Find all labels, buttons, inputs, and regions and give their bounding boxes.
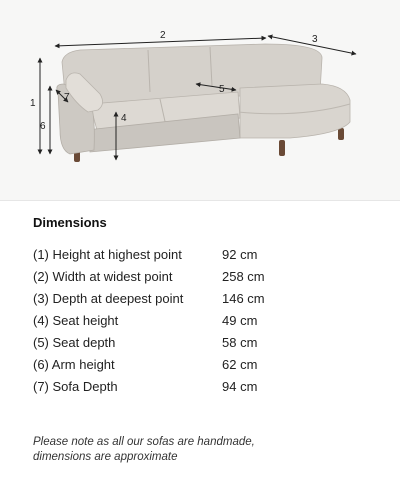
dimensions-list	[33, 243, 373, 397]
dimension-label: (2) Width at widest point	[33, 268, 173, 284]
sofa-illustration	[0, 0, 400, 200]
dimension-row	[33, 309, 373, 331]
dimension-value: 258 cm	[222, 268, 265, 284]
section-divider	[0, 200, 400, 201]
callout-3: 3	[312, 34, 318, 45]
dimension-row	[33, 265, 373, 287]
callout-7: 7	[64, 92, 70, 103]
note-line-1: Please note as all our sofas are handmade,	[33, 436, 255, 448]
callout-6: 6	[40, 121, 46, 132]
dimension-label: (6) Arm height	[33, 356, 115, 372]
sofa-leg	[338, 128, 344, 140]
dimension-label: (1) Height at highest point	[33, 246, 182, 262]
dimension-value: 146 cm	[222, 290, 265, 306]
dimension-value: 92 cm	[222, 246, 258, 262]
dimension-value: 94 cm	[222, 378, 258, 394]
dimension-label: (7) Sofa Depth	[33, 378, 118, 394]
dimension-row	[33, 375, 373, 397]
sofa-leg	[279, 140, 285, 156]
dimension-value: 62 cm	[222, 356, 258, 372]
dimension-row	[33, 243, 373, 265]
dimension-value: 49 cm	[222, 312, 258, 328]
callout-2: 2	[160, 30, 166, 41]
dimension-row	[33, 331, 373, 353]
dimension-label: (4) Seat height	[33, 312, 119, 328]
dimension-label: (5) Seat depth	[33, 334, 116, 350]
dimension-row	[33, 353, 373, 375]
dimensions-heading: Dimensions	[33, 215, 107, 230]
dimension-value: 58 cm	[222, 334, 258, 350]
note-line-2: dimensions are approximate	[33, 451, 178, 463]
callout-4: 4	[121, 113, 127, 124]
sofa-dimension-diagram	[0, 0, 400, 200]
callout-5: 5	[219, 84, 225, 95]
sofa-chaise	[240, 84, 350, 138]
callout-1: 1	[30, 98, 36, 109]
handmade-note	[33, 435, 373, 465]
dimension-row	[33, 287, 373, 309]
dimension-label: (3) Depth at deepest point	[33, 290, 184, 306]
